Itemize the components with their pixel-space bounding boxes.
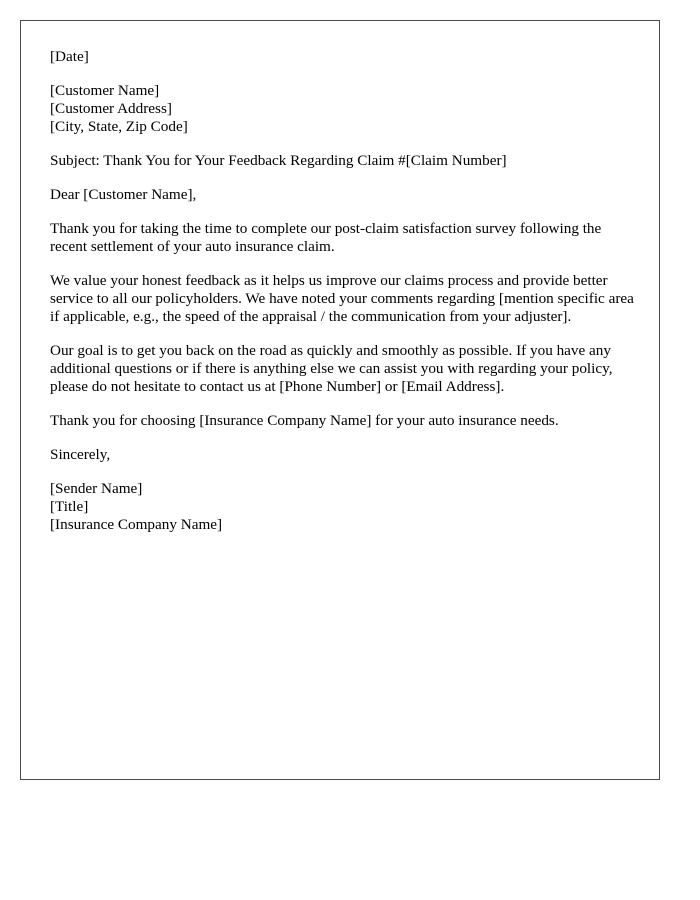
recipient-address-block bbox=[50, 82, 640, 136]
letter-closing: Sincerely, bbox=[50, 446, 111, 463]
signature-block bbox=[50, 480, 640, 534]
letter-date: [Date] bbox=[50, 48, 89, 65]
paragraph-contact-info: Our goal is to get you back on the road as quickly and smoothly as possible. If you have any additional questions or if there is anything else we can assist you with regarding your policy, please do not hesitate to contact us at [Phone Number] or [Email Address]. bbox=[50, 342, 613, 395]
letter-subject: Subject: Thank You for Your Feedback Regarding Claim #[Claim Number] bbox=[50, 152, 507, 169]
paragraph-closing-thanks: Thank you for choosing [Insurance Company Name] for your auto insurance needs. bbox=[50, 412, 559, 429]
sender-name: [Sender Name] bbox=[50, 480, 143, 497]
recipient-address: [Customer Address] bbox=[50, 100, 172, 117]
letter-page bbox=[20, 20, 660, 780]
date-line bbox=[50, 48, 640, 66]
subject-line bbox=[50, 152, 640, 170]
closing-line bbox=[50, 446, 640, 464]
recipient-city-state-zip: [City, State, Zip Code] bbox=[50, 118, 188, 135]
salutation-line bbox=[50, 186, 640, 204]
recipient-name: [Customer Name] bbox=[50, 82, 160, 99]
paragraph-feedback-value: We value your honest feedback as it helps us improve our claims process and provide better service to all our policyholders. We have noted your comments regarding [mention specific area if applicable, e.g., the speed of the appraisal / the communication from your adjuster]. bbox=[50, 272, 634, 325]
paragraph-survey-thanks: Thank you for taking the time to complete our post-claim satisfaction survey following the recent settlement of your auto insurance claim. bbox=[50, 220, 602, 255]
letter-salutation: Dear [Customer Name], bbox=[50, 186, 197, 203]
letter-body bbox=[50, 48, 640, 550]
sender-title: [Title] bbox=[50, 498, 89, 515]
sender-company: [Insurance Company Name] bbox=[50, 516, 223, 533]
